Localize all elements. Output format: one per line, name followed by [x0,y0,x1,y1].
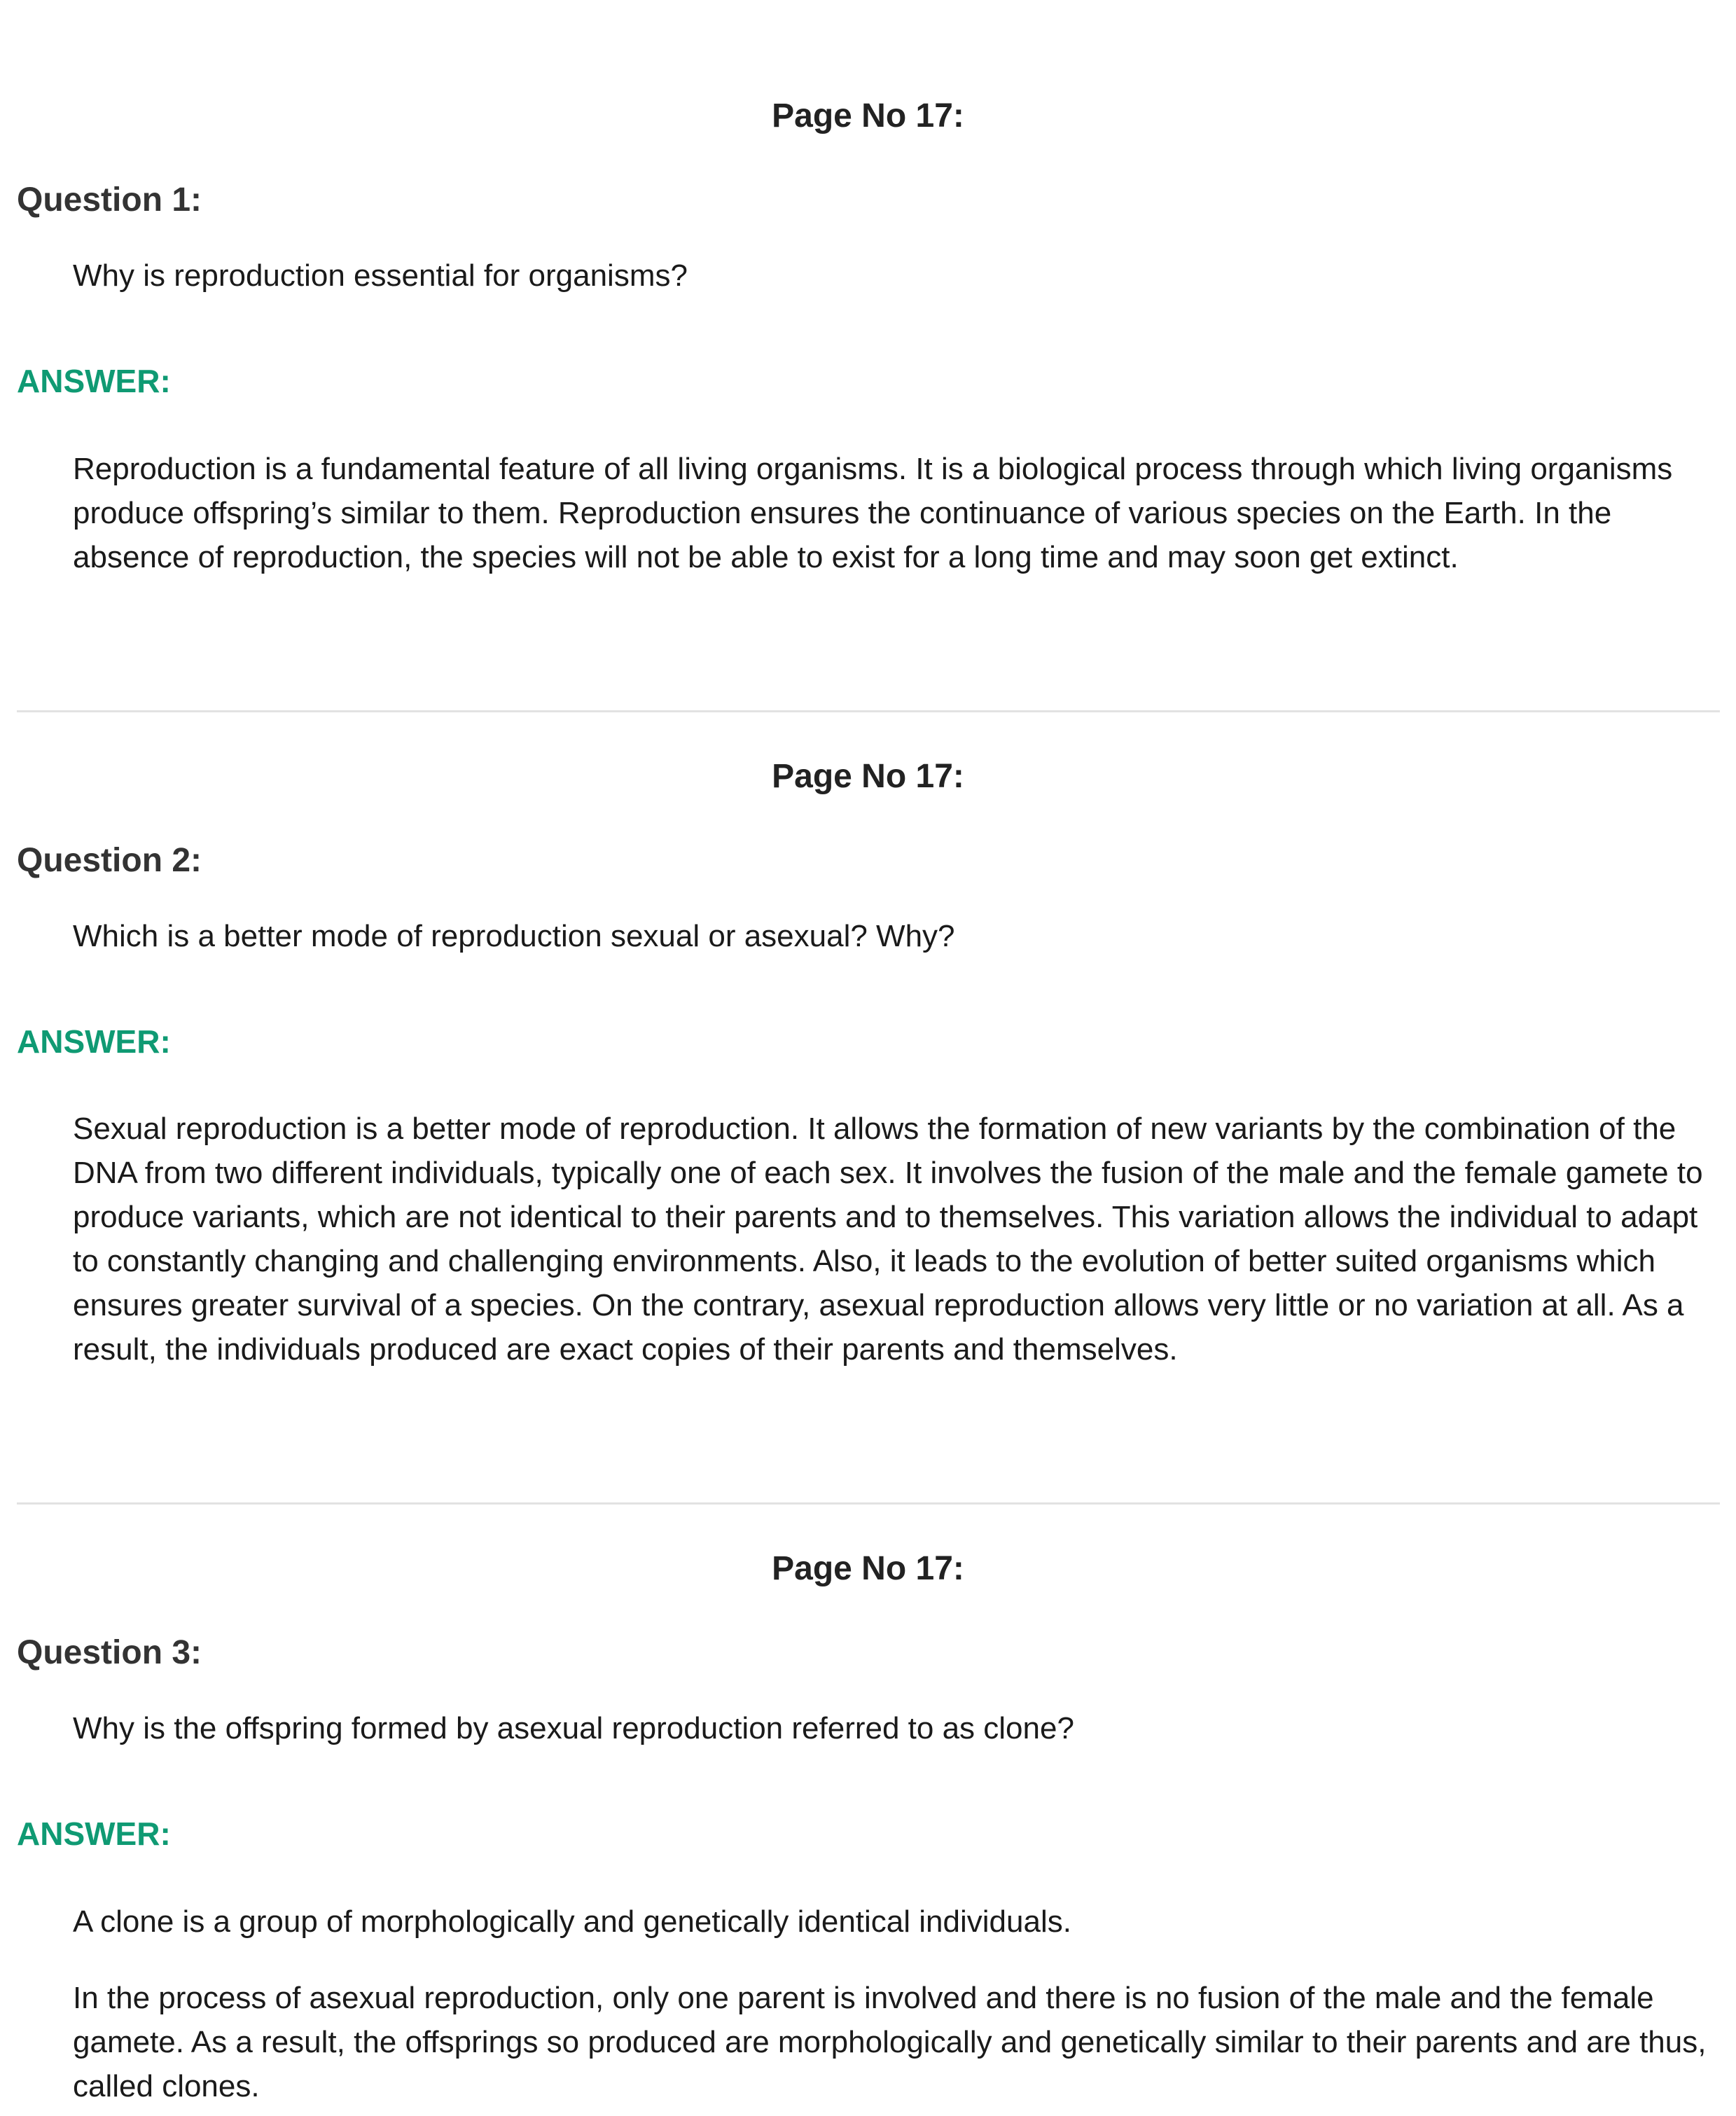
question-text: Which is a better mode of reproduction sexual or asexual? Why? [73,919,955,953]
answer-title: ANSWER: [17,1023,171,1060]
answer-paragraph: Reproduction is a fundamental feature of all living organisms. It is a biological process through which living organisms produce offspring’s similar to them. Reproduction ensures the continuance of various species on the Earth. In the absence of reproduction, the species will not be able to exist for a long time and may soon get extinct. [73,452,1673,574]
answer-title: ANSWER: [17,1816,171,1852]
question-text: Why is reproduction essential for organisms? [73,258,688,293]
page-number-heading: Page No 17: [772,758,964,795]
page-number-heading: Page No 17: [772,1550,964,1587]
question-title: Question 2: [17,842,202,879]
question-title: Question 1: [17,181,202,219]
answer-paragraph: Sexual reproduction is a better mode of reproduction. It allows the formation of new variants by the combination of the DNA from two different individuals, typically one of each sex. It involves the fusion of the male and the female gamete to produce variants, which are not identical to their parents and to themselves. This variation allows the individual to adapt to constantly changing and challenging environments. Also, it leads to the evolution of better suited organisms which ensures greater survival of a species. On the contrary, asexual reproduction allows very little or no variation at all. As a result, the individuals produced are exact copies of their parents and themselves. [73,1112,1703,1367]
section-divider [17,710,1720,712]
section-divider [17,1502,1720,1505]
answer-paragraph: A clone is a group of morphologically and genetically identical individuals. [73,1904,1071,1939]
question-text: Why is the offspring formed by asexual reproduction referred to as clone? [73,1711,1074,1745]
answer-paragraph: In the process of asexual reproduction, only one parent is involved and there is no fusion of the male and the female gamete. As a result, the offsprings so produced are morphologically and genetically similar to their parents and are thus, called clones. [73,1981,1707,2103]
answer-title: ANSWER: [17,363,171,399]
page-number-heading: Page No 17: [772,97,964,134]
question-title: Question 3: [17,1634,202,1671]
